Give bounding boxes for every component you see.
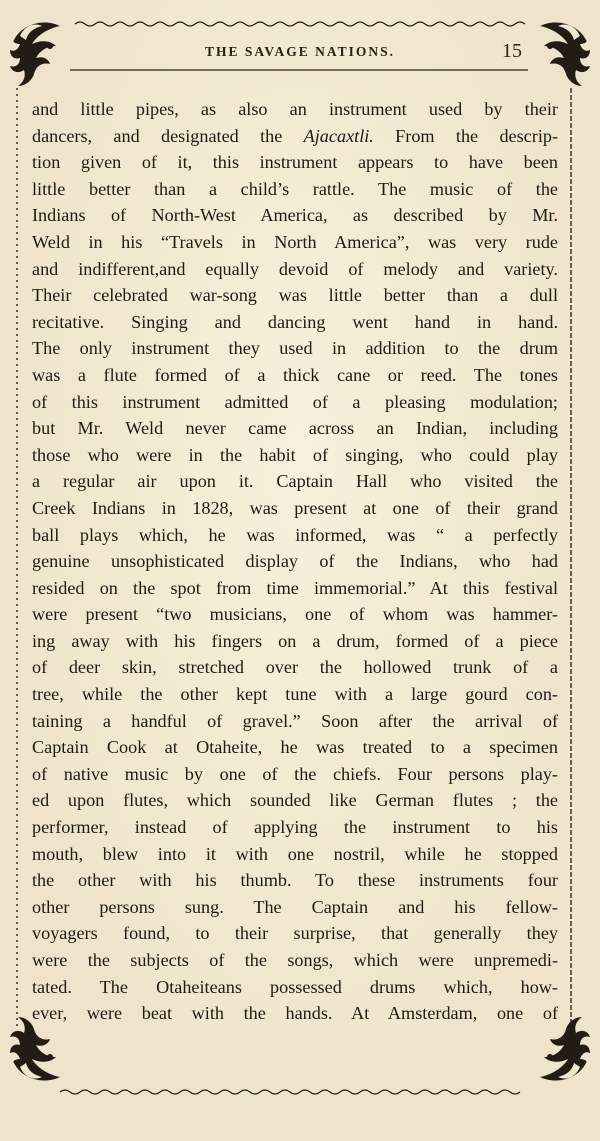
text-line: tated. The Otaheiteans possessed drums which, how- (32, 976, 558, 997)
page-number: 15 (502, 40, 522, 62)
text-line: of deer skin, stretched over the hollowed trunk of a (32, 657, 558, 678)
text-line: voyagers found, to their surprise, that generally they (32, 923, 558, 944)
text-line: ever, were beat with the hands. At Amsterdam, one of (32, 1003, 558, 1024)
text-line: ing away with his fingers on a drum, formed of a piece (32, 630, 558, 651)
text-line: ball plays which, he was informed, was “ a perfectly (32, 524, 558, 545)
text-line: mouth, blew into it with one nostril, while he stopped (32, 843, 558, 864)
running-title: THE SAVAGE NATIONS. (205, 44, 395, 59)
text-line: the other with his thumb. To these instruments four (32, 870, 558, 891)
bottom-wavy-rule (60, 1090, 520, 1094)
text-line: was a flute formed of a thick cane or reed. The tones (32, 364, 558, 385)
text-line: of this instrument admitted of a pleasing modulation; (32, 391, 558, 412)
italic-term: Ajacaxtli. (303, 125, 374, 146)
text-line: those who were in the habit of singing, who could play (32, 444, 558, 465)
body-text (32, 96, 558, 1027)
text-line: Creek Indians in 1828, was present at one of their grand (32, 497, 558, 518)
text-line: a regular air upon it. Captain Hall who visited the (32, 471, 558, 492)
text-line: The only instrument they used in addition to the drum (32, 338, 558, 359)
text-line: resided on the spot from time immemorial.” At this festival (32, 577, 558, 598)
text-line: of native music by one of the chiefs. Four persons play- (32, 763, 558, 784)
text-line: Indians of North-West America, as described by Mr. (32, 205, 558, 226)
text-line: and little pipes, as also an instrument used by their (32, 99, 558, 119)
text-line: were present “two musicians, one of whom was hammer- (32, 604, 558, 625)
text-line (32, 123, 558, 150)
text-line: and indifferent,and equally devoid of melody and variety. (32, 258, 558, 279)
text-line: little better than a child’s rattle. The music of the (32, 178, 558, 199)
text-line: genuine unsophisticated display of the Indians, who had (32, 551, 558, 572)
text-line: Weld in his “Travels in North America”, was very rude (32, 231, 558, 252)
text-line: performer, instead of applying the instrument to his (32, 817, 558, 838)
text-line: tree, while the other kept tune with a large gourd con- (32, 684, 558, 705)
text-line: recitative. Singing and dancing went hand in hand. (32, 311, 558, 332)
text-line: but Mr. Weld never came across an Indian, including (32, 418, 558, 439)
top-wavy-rule (75, 22, 525, 26)
text-segment: dancers, and designated the (32, 125, 283, 146)
text-line: tion given of it, this instrument appears to have been (32, 152, 558, 173)
text-line: other persons sung. The Captain and his fellow- (32, 896, 558, 917)
text-line: Their celebrated war-song was little better than a dull (32, 285, 558, 306)
text-segment: From the descrip- (395, 125, 559, 146)
text-line: Captain Cook at Otaheite, he was treated to a specimen (32, 737, 558, 758)
text-line: ed upon flutes, which sounded like German flutes ; the (32, 790, 558, 811)
text-line: were the subjects of the songs, which were unpremedi- (32, 950, 558, 970)
text-line: taining a handful of gravel.” Soon after the arrival of (32, 710, 558, 731)
